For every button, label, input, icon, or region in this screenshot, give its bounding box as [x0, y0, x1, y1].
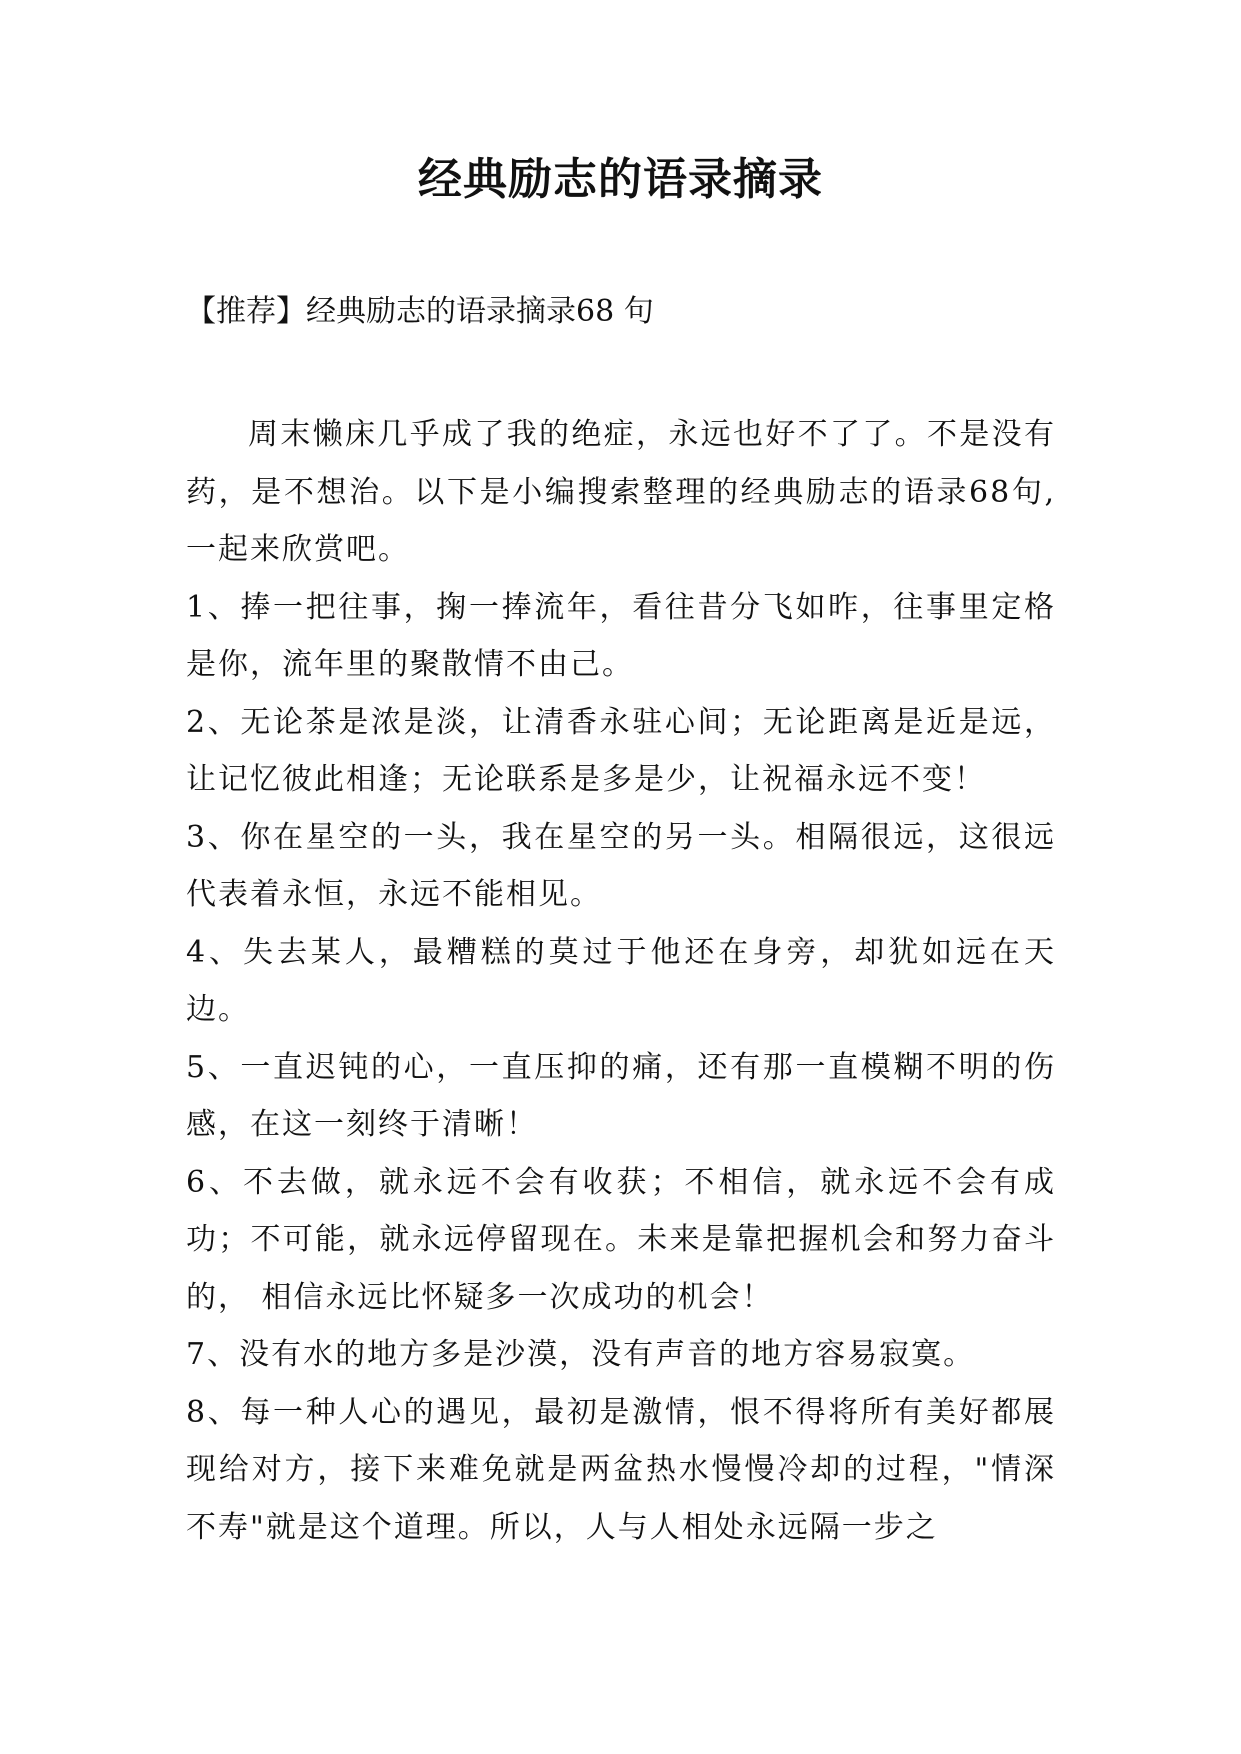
quote-item-6: 6、不去做，就永远不会有收获；不相信，就永远不会有成功；不可能，就永远停留现在。未来是靠把握机会和努力奋斗的， 相信永远比怀疑多一次成功的机会！ — [186, 1164, 1056, 1315]
intro-paragraph: 周末懒床几乎成了我的绝症，永远也好不了了。不是没有药，是不想治。以下是小编搜索整理的经典励志的语录68句,一起来欣赏吧。 — [186, 417, 1056, 567]
document-body — [186, 406, 1056, 1556]
quote-item-4: 4、失去某人，最糟糕的莫过于他还在身旁，却犹如远在天边。 — [186, 934, 1056, 1027]
quote-item-2: 2、无论茶是浓是淡，让清香永驻心间；无论距离是近是远，让记忆彼此相逢；无论联系是多是少，让祝福永远不变！ — [186, 704, 1056, 797]
quote-item-5: 5、一直迟钝的心，一直压抑的痛，还有那一直模糊不明的伤感，在这一刻终于清晰！ — [186, 1049, 1056, 1142]
page-title: 经典励志的语录摘录 — [418, 154, 823, 205]
quote-item-3: 3、你在星空的一头，我在星空的另一头。相隔很远，这很远代表着永恒，永远不能相见。 — [186, 819, 1056, 912]
quote-item-8: 8、每一种人心的遇见，最初是激情，恨不得将所有美好都展现给对方，接下来难免就是两盆热水慢慢冷却的过程，"情深不寿"就是这个道理。所以，人与人相处永远隔一步之 — [186, 1394, 1056, 1545]
quote-item-7: 7、没有水的地方多是沙漠，没有声音的地方容易寂寞。 — [186, 1337, 976, 1372]
quote-item-1: 1、捧一把往事，掬一捧流年，看往昔分飞如昨，往事里定格是你，流年里的聚散情不由己。 — [186, 589, 1056, 682]
document-subtitle: 【推荐】经典励志的语录摘录68 句 — [186, 294, 654, 329]
